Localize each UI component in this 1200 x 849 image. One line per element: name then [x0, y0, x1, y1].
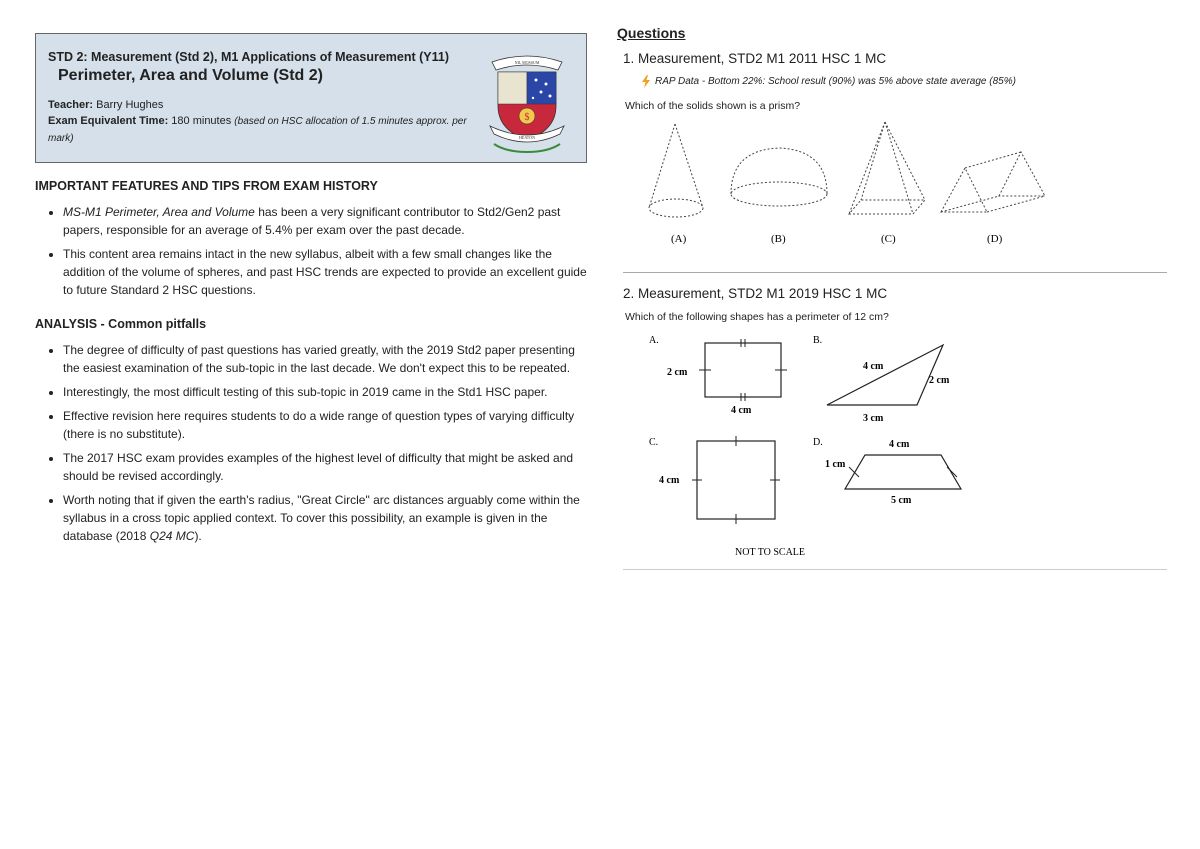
exam-time-note: (based on HSC allocation of 1.5 minutes approx. per mark): [48, 116, 467, 144]
questions-heading: Questions: [617, 25, 686, 41]
triangle-shape: [827, 345, 943, 405]
question-1-text: Which of the solids shown is a prism?: [625, 100, 801, 112]
shape-b-bottom: 3 cm: [863, 413, 884, 424]
rap-data-text: RAP Data - Bottom 22%: School result (90%) was 5% above state average (85%): [655, 76, 1016, 87]
question-2-text: Which of the following shapes has a perimeter of 12 cm?: [625, 311, 889, 323]
shape-b-right: 2 cm: [929, 375, 950, 386]
question-1-number: 1.: [623, 51, 635, 66]
hemisphere-solid: [731, 148, 827, 206]
shape-a-bottom: 4 cm: [731, 405, 752, 416]
exam-time-value: 180 minutes: [171, 115, 232, 127]
list-item: • The degree of difficulty of past questions has varied greatly, with the 2019 Std2 paper presenting the easiest examination of the sub-topic in the last decade. We don't expect this to be repeated.: [63, 341, 587, 377]
list-item: • Effective revision here requires students to do a wide range of question types of varying difficulty (there is no substitute).: [63, 407, 587, 443]
shape-c-side: 4 cm: [659, 475, 680, 486]
question-divider: [623, 272, 1167, 273]
list-item: • The 2017 HSC exam provides examples of the highest level of difficulty that might be asked and should be revised accordingly.: [63, 449, 587, 485]
shape-d-left: 1 cm: [825, 459, 846, 470]
svg-text:$: $: [524, 112, 530, 123]
shape-d-top: 4 cm: [889, 439, 910, 450]
option-b-label: (B): [771, 233, 786, 245]
cone-solid: [649, 124, 703, 217]
list-item: [63, 203, 587, 239]
school-crest-icon: [486, 48, 568, 154]
rectangle-shape: [699, 339, 787, 401]
analysis-last-text: Worth noting that if given the earth's radius, "Great Circle" arc distances arguably come within the syllabus in a cross topic applied context. To cover this possibility, an example is given in the database (2018: [63, 493, 580, 543]
question-1-title: Measurement, STD2 M1 2011 HSC 1 MC: [638, 51, 887, 66]
crest-motto: NIL MOSSUM: [514, 60, 540, 65]
list-item: [63, 245, 587, 299]
question-divider: [623, 569, 1167, 570]
pyramid-solid: [849, 122, 925, 214]
course-line: STD 2: Measurement (Std 2), M1 Applications of Measurement (Y11): [48, 50, 450, 64]
analysis-list: [35, 341, 587, 545]
feature-text: has been a very significant contributor to Std2/Gen2 past papers, responsible for an average of 5.4% per exam over the past decade.: [63, 205, 561, 237]
teacher-row: [48, 97, 468, 113]
shape-b-top: 4 cm: [863, 361, 884, 372]
trapezium-shape: [845, 455, 961, 489]
question-2-figure: [643, 331, 1003, 563]
course-header-box: [35, 33, 587, 163]
teacher-label: Teacher:: [48, 99, 94, 111]
rap-data-note: [641, 75, 1167, 88]
exam-time-label: Exam Equivalent Time:: [48, 115, 169, 127]
not-to-scale-note: NOT TO SCALE: [735, 547, 806, 558]
lightning-icon: [641, 75, 651, 88]
analysis-last-tail: ).: [194, 529, 202, 543]
feature-text: This content area remains intact in the new syllabus, albeit with a few small changes like the addition of the volume of spheres, and past HSC trends are expected to provide an excellent guide to future Standard 2 HSC questions.: [63, 247, 587, 297]
analysis-last-emphasis: Q24 MC: [149, 529, 195, 543]
features-title: IMPORTANT FEATURES AND TIPS FROM EXAM HISTORY: [35, 179, 378, 193]
shape-a-label: A.: [649, 335, 659, 346]
feature-emphasis: MS-M1 Perimeter, Area and Volume: [63, 205, 255, 219]
shape-c-label: C.: [649, 437, 659, 448]
option-a-label: (A): [671, 233, 687, 245]
crest-banner: HEATON: [519, 135, 535, 140]
features-list: [35, 203, 587, 299]
shape-d-label: D.: [813, 437, 823, 448]
shape-d-bottom: 5 cm: [891, 495, 912, 506]
shape-b-label: B.: [813, 335, 823, 346]
course-meta: [48, 97, 468, 147]
option-d-label: (D): [987, 233, 1003, 245]
question-1: [617, 51, 1167, 260]
option-c-label: (C): [881, 233, 896, 245]
shape-a-side: 2 cm: [667, 367, 688, 378]
prism-solid: [941, 152, 1045, 212]
left-column: [35, 33, 587, 551]
question-1-figure: [643, 120, 1073, 260]
question-2-number: 2.: [623, 286, 635, 301]
question-1-header: [617, 51, 1167, 66]
question-2: [617, 286, 1167, 563]
question-2-title: Measurement, STD2 M1 2019 HSC 1 MC: [638, 286, 888, 301]
topic-title: Perimeter, Area and Volume (Std 2): [58, 67, 323, 84]
list-item: [63, 491, 587, 545]
teacher-name: Barry Hughes: [96, 99, 164, 111]
exam-time-row: [48, 113, 468, 147]
analysis-title: ANALYSIS - Common pitfalls: [35, 317, 207, 331]
square-shape: [692, 436, 780, 524]
question-2-header: [617, 286, 1167, 301]
list-item: • Interestingly, the most difficult testing of this sub-topic in 2019 came in the Std1 HSC paper.: [63, 383, 587, 401]
right-column: [617, 25, 1167, 570]
